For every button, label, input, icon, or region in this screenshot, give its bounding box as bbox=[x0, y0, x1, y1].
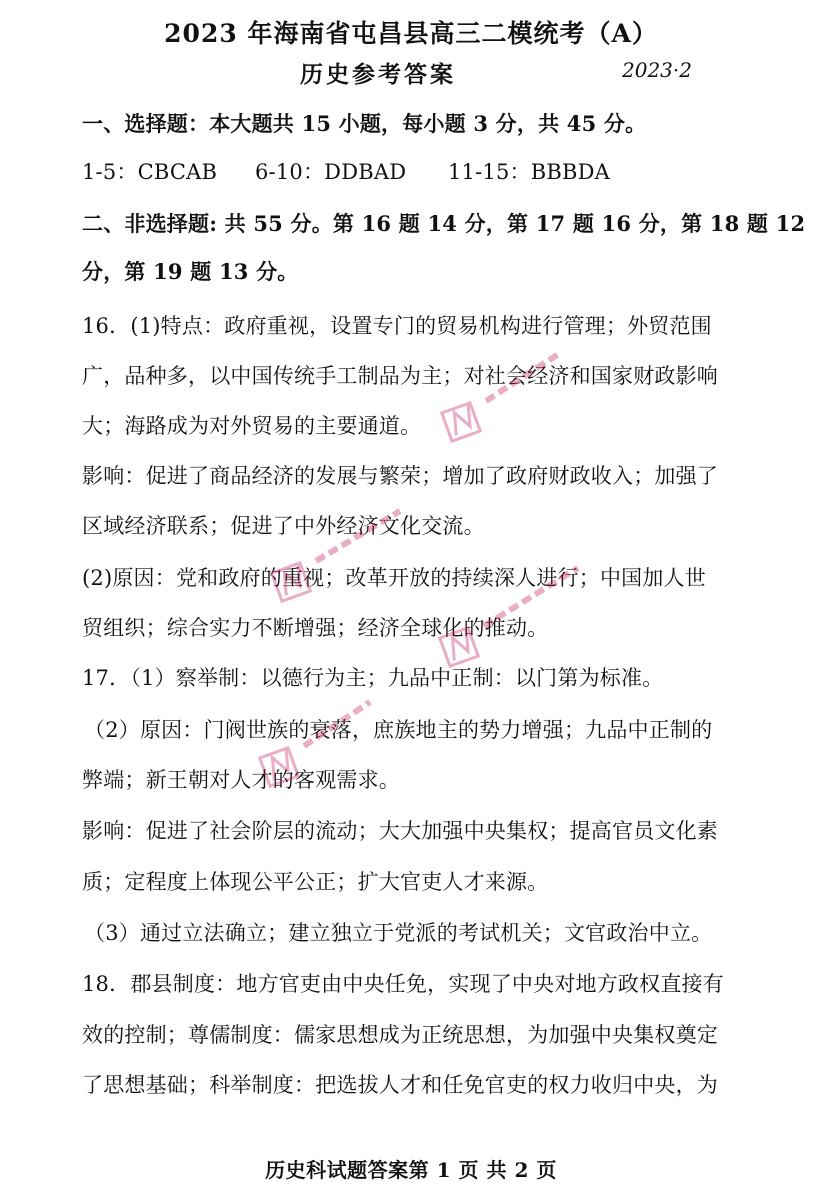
q16-line: 16．(1)特点：政府重视，设置专门的贸易机构进行管理；外贸范围 bbox=[82, 314, 712, 338]
q16-line: 贸组织；综合实力不断增强；经济全球化的推动。 bbox=[82, 616, 549, 640]
document-date: 2023·2 bbox=[622, 58, 692, 82]
q17-line: 弊端；新王朝对人才的客观需求。 bbox=[82, 768, 400, 792]
q18-line: 效的控制；尊儒制度：儒家思想成为正统思想，为加强中央集权奠定 bbox=[82, 1023, 718, 1047]
q17-line: （3）通过立法确立；建立独立于党派的考试机关；文官政治中立。 bbox=[84, 921, 713, 945]
q16-line: 大；海路成为对外贸易的主要通道。 bbox=[82, 414, 422, 438]
section2-heading-line2: 分，第 19 题 13 分。 bbox=[82, 259, 299, 284]
q18-line: 18．郡县制度：地方官吏由中央任免，实现了中央对地方政权直接有 bbox=[82, 972, 724, 996]
q17-line: 影响：促进了社会阶层的流动；大大加强中央集权；提高官员文化素 bbox=[82, 819, 718, 843]
q16-line: 区域经济联系；促进了中外经济文化交流。 bbox=[82, 514, 485, 538]
document-title: 2023 年海南省屯昌县高三二模统考（A） bbox=[164, 19, 658, 48]
q16-line: 影响：促进了商品经济的发展与繁荣；增加了政府财政收入；加强了 bbox=[82, 464, 718, 488]
mc-answer-group: 11-15：BBBDA bbox=[448, 160, 611, 184]
q16-line: 广，品种多，以中国传统手工制品为主；对社会经济和国家财政影响 bbox=[82, 364, 718, 388]
q17-line: 17．（1）察举制：以德行为主；九品中正制：以门第为标准。 bbox=[82, 666, 664, 690]
mc-answer-group: 1-5：CBCAB bbox=[82, 160, 218, 184]
q16-line: (2)原因：党和政府的重视；改革开放的持续深人进行；中国加人世 bbox=[82, 566, 706, 590]
section1-heading: 一、选择题：本大题共 15 小题，每小题 3 分，共 45 分。 bbox=[82, 111, 647, 136]
document-subtitle: 历史参考答案 bbox=[300, 61, 456, 88]
page-footer: 历史科试题答案第 1 页 共 2 页 bbox=[265, 1158, 557, 1182]
q17-line: （2）原因：门阀世族的衰落，庶族地主的势力增强；九品中正制的 bbox=[84, 718, 713, 742]
mc-answer-group: 6-10：DDBAD bbox=[255, 160, 407, 184]
section2-heading-line1: 二、非选择题: 共 55 分。第 16 题 14 分，第 17 题 16 分，第 18 题 12 bbox=[82, 211, 806, 236]
q17-line: 质；定程度上体现公平公正；扩大官吏人才来源。 bbox=[82, 870, 549, 894]
q18-line: 了思想基础；科举制度：把选拔人才和任免官吏的权力收归中央，为 bbox=[82, 1073, 718, 1097]
